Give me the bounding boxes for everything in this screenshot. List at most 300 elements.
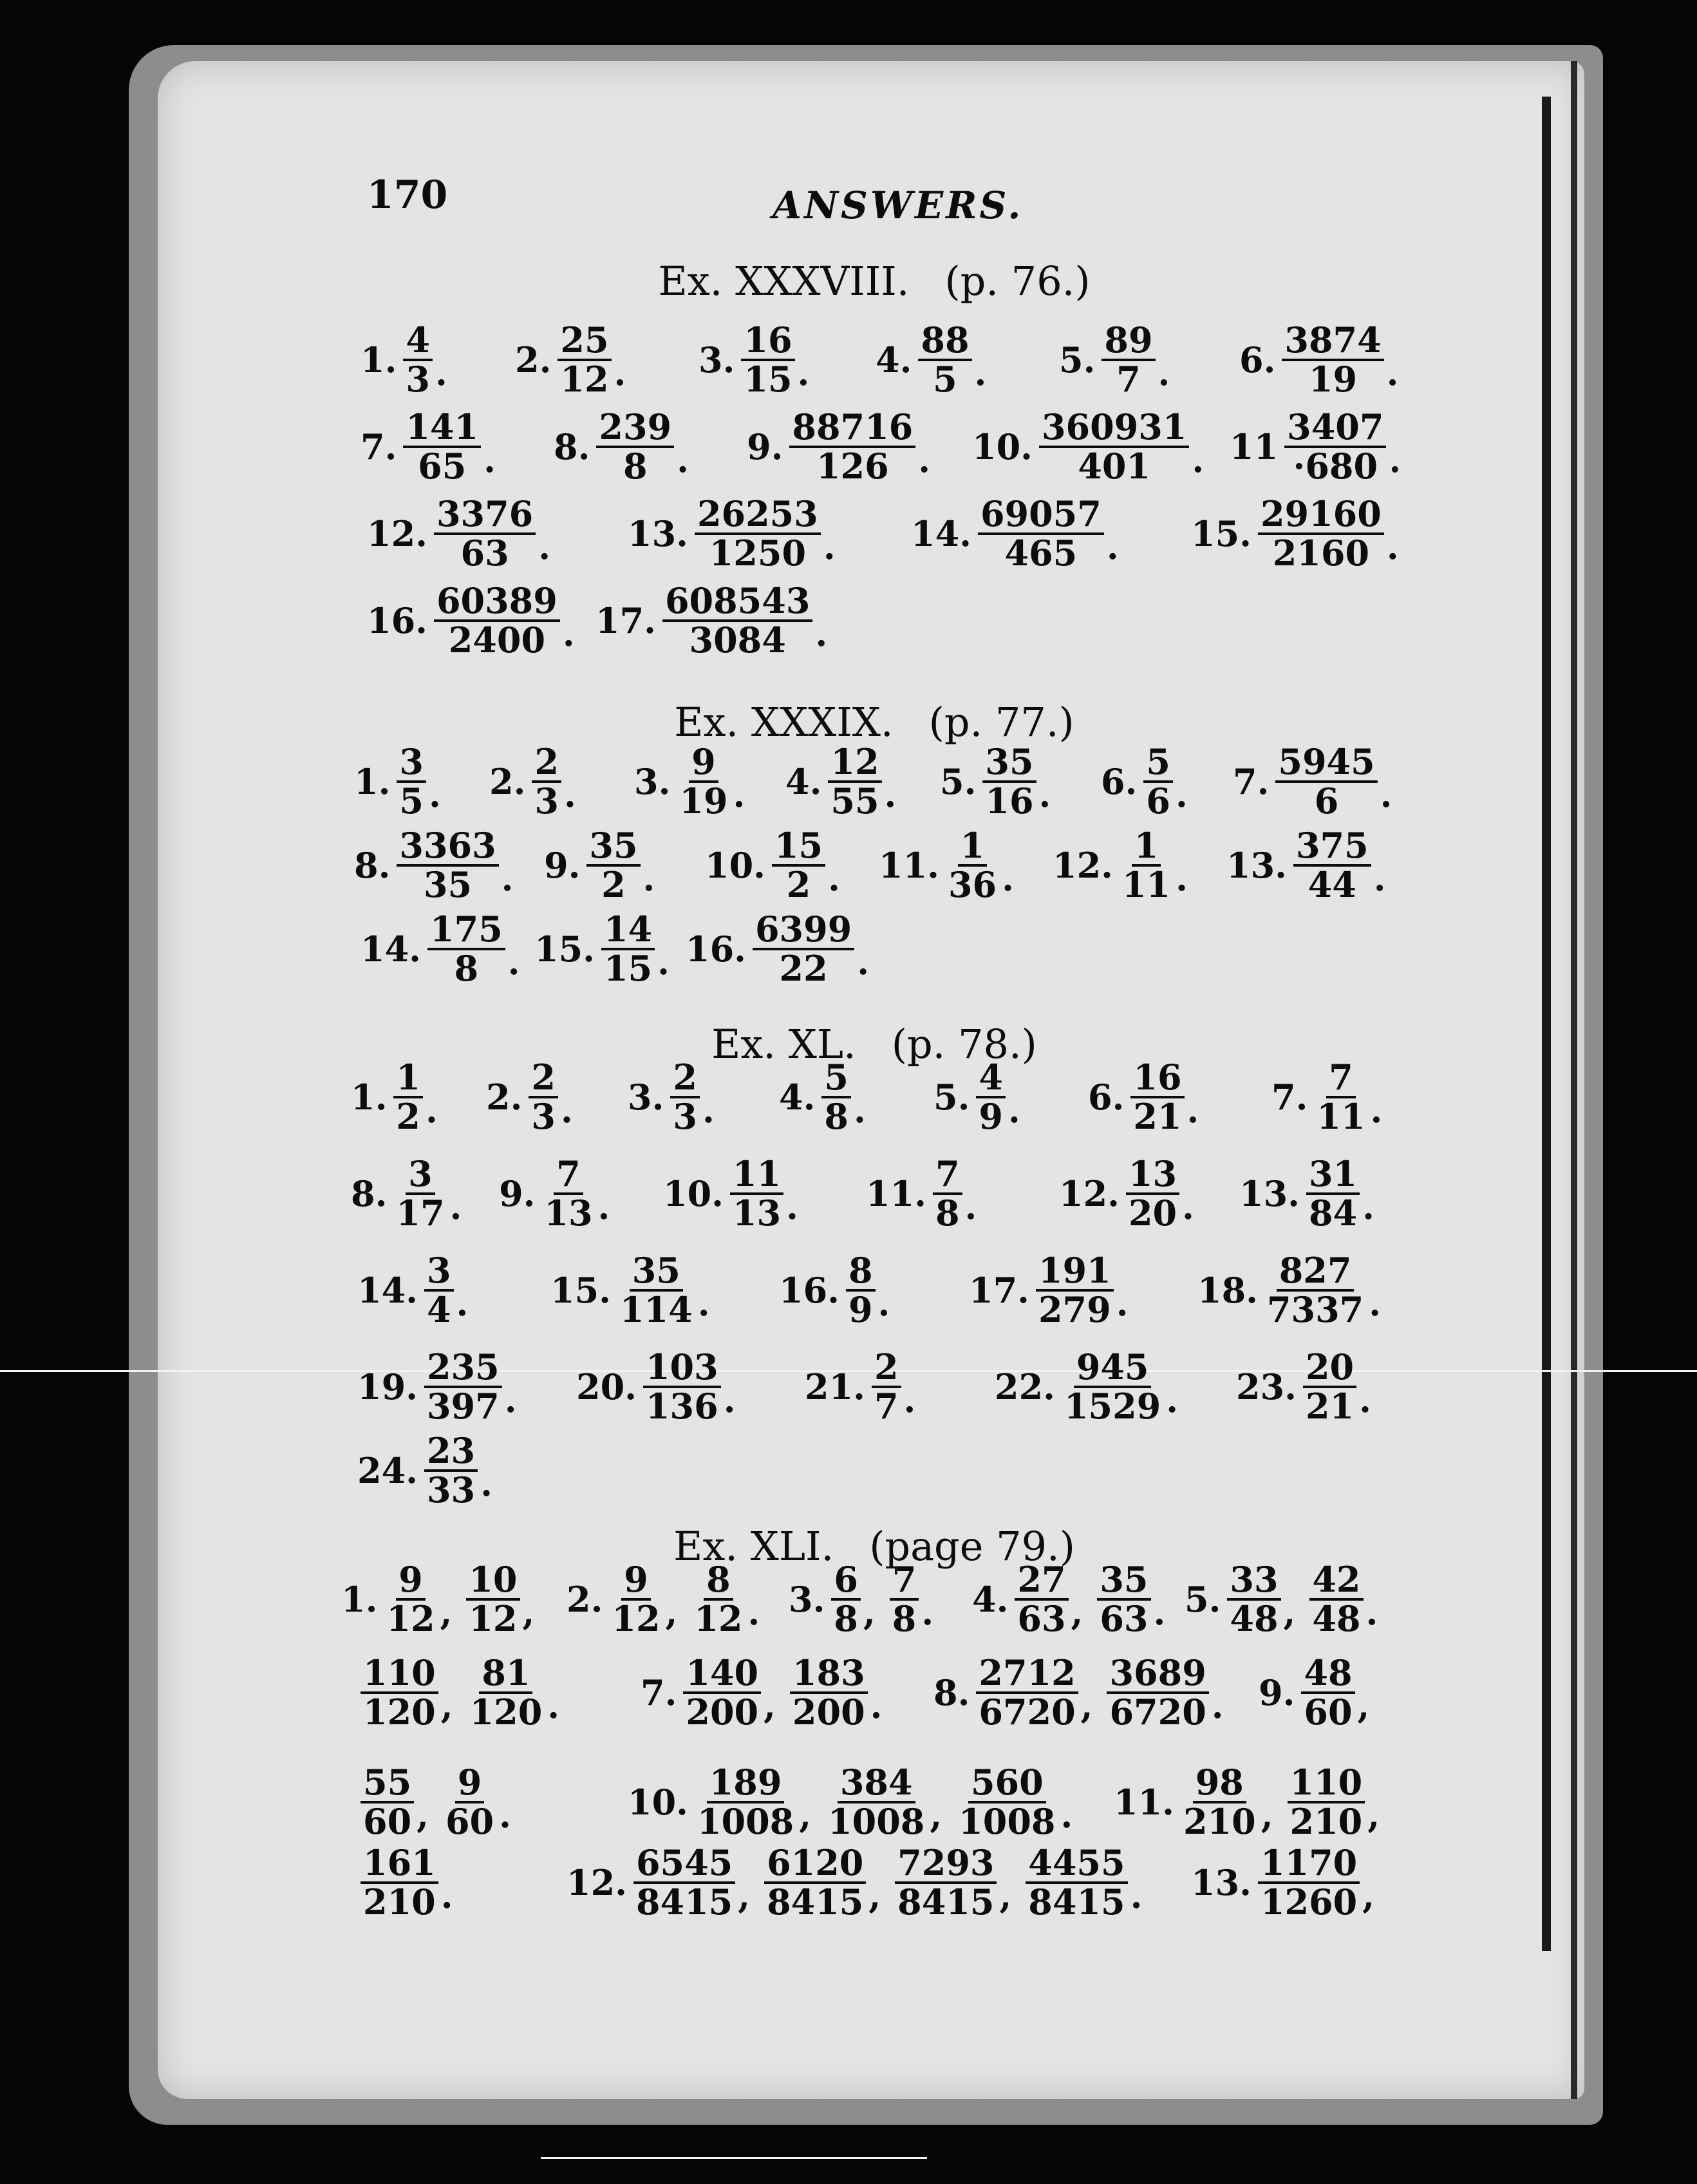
fraction-punctuation: . [642,857,655,899]
fraction-punctuation: . [501,857,514,899]
answer-number: 19. [357,1366,418,1407]
numerator: 5 [821,1059,851,1098]
answer-number: 7. [1233,760,1270,802]
fraction-punctuation: . [1373,857,1386,899]
answer-number: 1. [351,1076,388,1118]
answer-number: 13. [1239,1172,1300,1214]
fraction-punctuation: . [560,1089,573,1131]
answer-number: 3. [634,760,671,802]
fraction-stack [596,406,674,487]
answer-item [554,406,689,487]
fraction-stack [741,319,794,400]
numerator: 16 [741,322,794,361]
fraction-stack [1264,1252,1366,1328]
fraction-punctuation: . [504,1379,517,1420]
section-page-ref: (page 79.) [869,1523,1075,1570]
fraction-stack [1258,1842,1360,1923]
fraction-stack [643,1346,721,1427]
fraction-stack [670,1057,700,1137]
fraction-punctuation: . [449,1185,462,1227]
fraction-stack [828,741,881,822]
answer-item [866,1153,977,1234]
answer-number: 14. [361,928,421,970]
answer-number: 12. [567,1861,627,1903]
section-title: Ex. XLI. [673,1523,834,1570]
denominator: 8 [892,1597,917,1639]
fraction-punctuation: . [1182,1185,1194,1227]
answer-item [698,319,810,400]
numerator: 55 [361,1764,414,1803]
answer-item [357,1346,517,1427]
answer-number: 16. [686,928,746,970]
answer-item [1233,741,1392,822]
answer-item [357,1430,492,1511]
fraction-stack [1309,1561,1363,1637]
numerator: 81 [479,1655,532,1694]
numerator: 7 [890,1561,919,1601]
answer-number: 1. [361,339,397,381]
running-head: ANSWERS. [773,184,1024,227]
fraction [772,827,840,903]
denominator: 2160 [1272,532,1370,574]
denominator: 2 [601,863,626,905]
denominator: 6720 [1109,1691,1206,1733]
answer-number: 13. [1226,844,1287,886]
fraction-punctuation: . [815,612,828,654]
denominator: 60 [445,1800,494,1842]
numerator: 4 [403,322,433,361]
numerator: 7293 [895,1845,997,1884]
fraction-punctuation: , [930,1794,942,1836]
fraction [532,741,576,822]
fraction-stack [466,1561,520,1637]
denominator: 6 [1314,780,1339,822]
fraction-punctuation: . [1389,438,1402,480]
numerator: 3874 [1282,322,1383,361]
answer-item [550,1252,710,1328]
numerator: 110 [361,1655,438,1694]
fraction-punctuation: . [857,941,870,983]
fraction [1303,1346,1371,1427]
numerator: 235 [424,1349,502,1388]
fraction-stack [821,1057,851,1137]
numerator: 1170 [1258,1845,1360,1884]
answer-item [779,1057,866,1137]
fraction-stack [424,1252,454,1328]
fraction-stack [1284,406,1386,487]
fraction-punctuation: . [597,1185,610,1227]
fraction-punctuation: . [657,941,670,983]
fraction-stack [1301,1652,1355,1733]
fraction [424,1252,468,1328]
answer-item [367,493,551,574]
answer-item [969,1252,1129,1328]
fraction [361,1842,453,1923]
numerator: 12 [828,744,881,783]
numerator: 360931 [1039,409,1189,448]
numerator: 2712 [976,1655,1078,1694]
fraction-punctuation: . [440,1874,453,1916]
fraction [918,319,987,400]
denominator: 1250 [709,532,807,574]
section-page-ref: (p. 78.) [891,1021,1037,1068]
fraction [825,1764,942,1840]
fraction-punctuation: . [547,1684,560,1726]
numerator: 3 [424,1252,454,1292]
fraction [1264,1252,1381,1328]
numerator: 6 [831,1561,861,1601]
answer-item [876,319,987,400]
answer-item [595,580,828,661]
denominator: 3 [534,780,559,822]
section-heading [161,699,1588,746]
denominator: 9 [848,1288,873,1330]
denominator: 200 [792,1691,865,1733]
fraction-punctuation: . [974,352,987,393]
answer-number: 9. [1259,1671,1295,1713]
fraction-punctuation: . [1153,1591,1166,1633]
numerator: 16 [1130,1059,1184,1098]
fraction-punctuation: . [828,857,840,899]
answer-number: 22. [995,1366,1055,1407]
fraction-punctuation: , [1071,1591,1083,1633]
fraction-stack [467,1652,545,1733]
answer-item [995,1346,1179,1427]
answer-item [663,1153,798,1234]
fraction-stack [427,908,505,989]
fraction-stack [872,1346,901,1427]
denominator: 36 [948,863,997,905]
denominator: 8415 [897,1881,995,1923]
numerator: 15 [772,827,825,867]
numerator: 3 [406,1156,435,1195]
fraction-stack [434,493,536,574]
denominator: 1008 [697,1800,794,1842]
fraction-punctuation: . [823,525,836,567]
answer-number: 14. [357,1269,418,1311]
answer-number: 3. [698,339,735,381]
fraction [1181,1764,1273,1840]
answer-item [1059,1153,1194,1234]
fraction-stack [1015,1561,1068,1637]
fraction-punctuation: . [1166,1379,1179,1420]
numerator: 31 [1306,1156,1360,1195]
numerator: 23 [424,1433,478,1472]
answer-number: 12. [367,513,427,554]
fraction [601,908,670,989]
fraction-stack [730,1153,783,1234]
fraction [1282,319,1399,400]
fraction-punctuation: , [999,1874,1012,1916]
fraction-stack [1120,827,1173,903]
fraction [393,1153,462,1234]
answer-item [361,1652,560,1733]
fraction-stack [1275,741,1377,822]
denominator: 11 [1317,1095,1365,1137]
fraction [764,1842,881,1923]
answer-number: 4. [785,760,822,802]
fraction-stack [772,827,825,903]
fraction-punctuation: . [1369,1282,1382,1324]
denominator: 6 [1146,780,1170,822]
answer-item [911,493,1119,574]
denominator: 63 [1017,1597,1066,1639]
denominator: 65 [418,445,467,487]
fraction [1309,1561,1378,1637]
numerator: 9 [455,1764,485,1803]
answer-item [341,1561,534,1637]
numerator: 35 [586,827,640,867]
numerator: 2 [670,1059,700,1098]
fraction-stack [918,319,971,400]
denominator: 60 [363,1800,412,1842]
fraction-punctuation: . [853,1089,866,1131]
denominator: 60 [1304,1691,1353,1733]
answer-item [1230,406,1402,487]
fraction-stack [1282,319,1383,400]
fraction-punctuation: . [1192,438,1205,480]
fraction [1130,1057,1199,1137]
fraction-stack [890,1561,919,1637]
fraction [434,493,551,574]
denominator: 3 [406,358,430,400]
answer-number: 16. [367,599,427,641]
fraction-punctuation: . [562,612,575,654]
answer-number: 24. [357,1449,418,1491]
answer-number: 18. [1197,1269,1258,1311]
fraction [982,741,1051,822]
fraction [1314,1057,1383,1137]
answer-number: 12. [1053,844,1113,886]
fraction-punctuation: . [1359,1379,1371,1420]
denominator: 5 [933,358,957,400]
denominator: 12 [694,1597,743,1639]
fraction-punctuation: , [1357,1684,1370,1726]
denominator: 5 [399,780,424,822]
numerator: 5 [1143,744,1173,783]
fraction-punctuation: . [1370,1089,1383,1131]
fraction [790,1652,883,1733]
fraction [789,406,931,487]
fraction [1015,1561,1083,1637]
answer-number: 21. [805,1366,865,1407]
fraction-stack [529,1057,558,1137]
numerator: 4 [976,1059,1006,1098]
fraction-punctuation: . [870,1684,883,1726]
numerator: 161 [361,1845,438,1884]
answer-number: 20. [576,1366,637,1407]
answer-item [367,580,575,661]
numerator: 35 [630,1252,683,1292]
fraction-stack [789,406,915,487]
answer-number: 6. [1239,339,1276,381]
fraction-stack [403,319,433,400]
fraction [467,1652,560,1733]
denominator: 15 [603,947,653,989]
numerator: 6545 [633,1845,735,1884]
fraction-stack [946,827,999,903]
answer-item [641,1652,883,1733]
denominator: 8 [935,1192,960,1234]
fraction [828,741,897,822]
fraction-punctuation: , [738,1874,751,1916]
fraction-punctuation: . [1106,525,1119,567]
numerator: 141 [403,409,481,448]
fraction-stack [1126,1153,1179,1234]
fraction-punctuation: , [1261,1794,1273,1836]
section-title: Ex. XXXVIII. [658,258,910,305]
answer-number: 3. [628,1076,664,1118]
fraction [596,406,689,487]
fraction [443,1764,511,1840]
denominator: 8415 [767,1881,864,1923]
fraction [1102,319,1170,400]
fraction-punctuation: . [1380,773,1392,815]
numerator: 7 [554,1156,583,1195]
numerator: 375 [1293,827,1371,867]
denominator: 2400 [448,619,546,661]
fraction-stack [558,319,611,400]
fraction-stack [831,1561,861,1637]
answer-number: 8. [933,1671,970,1713]
fraction-stack [933,1153,962,1234]
numerator: 5945 [1275,744,1377,783]
fraction-stack [695,493,821,574]
answer-number: 13. [628,513,688,554]
numerator: 3363 [397,827,498,867]
answer-item [361,908,520,989]
fraction [976,1652,1093,1733]
answer-item [489,741,576,822]
fraction-punctuation: . [425,1089,438,1131]
answer-item [1191,493,1399,574]
fraction-stack [1062,1346,1163,1427]
fraction [434,580,575,661]
fraction-punctuation: , [440,1591,453,1633]
answer-item [1185,1561,1378,1637]
answer-item [972,406,1205,487]
denominator: 19 [1308,358,1358,400]
fraction [1301,1652,1370,1733]
answer-item [351,1153,462,1234]
denominator: 63 [460,532,509,574]
numerator: 239 [596,409,674,448]
fraction [821,1057,866,1137]
fraction-stack [825,1764,927,1840]
fraction-stack [1102,319,1155,400]
answer-number: 6. [1101,760,1138,802]
numerator: 89 [1102,322,1155,361]
answer-item [499,1153,610,1234]
fraction-punctuation: , [1367,1794,1380,1836]
fraction [397,827,513,903]
fraction [872,1346,916,1427]
scan-scratch [541,2157,927,2159]
answer-number: 11. [879,844,939,886]
answer-item [544,827,655,903]
fraction-stack [532,741,561,822]
fraction [890,1561,933,1637]
numerator: 560 [968,1764,1046,1803]
fraction-punctuation: . [1038,773,1051,815]
denominator: 17 [396,1192,445,1234]
denominator: 7337 [1266,1288,1364,1330]
fraction-punctuation: . [435,352,447,393]
numerator: 29160 [1258,496,1384,535]
numerator: 33 [1227,1561,1280,1601]
fraction [633,1842,751,1923]
fraction-stack [361,1652,438,1733]
denominator: 401 [1078,445,1151,487]
fraction-stack [1130,1057,1184,1137]
fraction-punctuation: , [665,1591,678,1633]
answer-number: 8. [554,426,590,467]
answer-number: 23. [1236,1366,1297,1407]
denominator: 3 [673,1095,697,1137]
answer-item [515,319,626,400]
answer-number: 7. [361,426,397,467]
numerator: 110 [1288,1764,1365,1803]
answer-item [1191,1842,1375,1923]
fraction [1143,741,1188,822]
fraction [1026,1842,1143,1923]
answer-item [361,1842,453,1923]
fraction [976,1057,1020,1137]
denominator: 48 [1230,1597,1279,1639]
denominator: 35 [423,863,473,905]
fraction-punctuation: . [538,525,551,567]
answer-number: 4. [972,1578,1009,1620]
answer-item [1101,741,1188,822]
numerator: 69057 [978,496,1104,535]
numerator: 140 [683,1655,761,1694]
answer-number: 9. [544,844,581,886]
fraction-stack [1293,827,1371,903]
denominator: 114 [619,1288,693,1330]
denominator: 21 [1133,1095,1182,1137]
fraction [1126,1153,1194,1234]
answer-item [972,1561,1165,1637]
answer-number: 15. [534,928,595,970]
numerator: 2 [529,1059,558,1098]
answer-item [1226,827,1386,903]
fraction-stack [397,827,498,903]
fraction-stack [633,1842,735,1923]
fraction [424,1430,492,1511]
numerator: 1 [393,1059,423,1098]
fraction-punctuation: . [786,1185,798,1227]
numerator: 3689 [1107,1655,1208,1694]
numerator: 6399 [753,911,854,950]
fraction [670,1057,715,1137]
answer-item [628,493,836,574]
denominator: 279 [1038,1288,1111,1330]
fraction [361,1652,453,1733]
denominator: 48 [1312,1597,1361,1639]
answer-item [1197,1252,1381,1328]
fraction [424,1346,517,1427]
numerator: 8 [704,1561,733,1601]
fraction-stack [1036,1252,1114,1328]
fraction [956,1764,1073,1840]
answer-item [1271,1057,1383,1137]
denominator: 210 [1183,1800,1256,1842]
answer-item [1236,1346,1371,1427]
fraction-stack [1026,1842,1127,1923]
denominator: 84 [1308,1192,1358,1234]
answer-item [567,1561,760,1637]
denominator: 2 [396,1095,420,1137]
